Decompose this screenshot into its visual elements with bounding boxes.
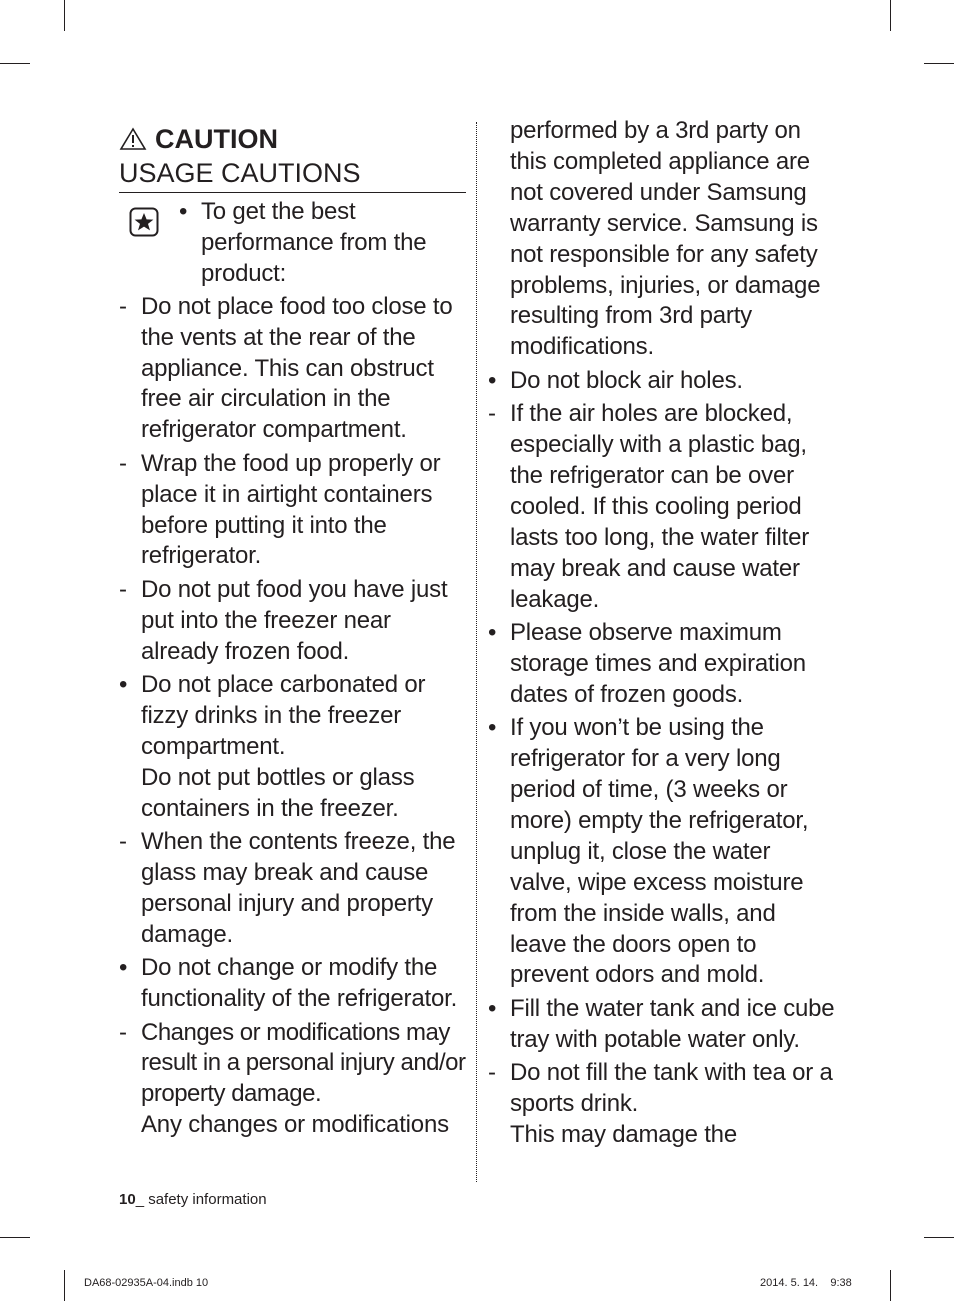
title-rule	[119, 192, 466, 193]
continuation-text: performed by a 3rd party on this completed appliance are not covered under Samsung warranty service. Samsung is not responsible for any safety problems, injuries, or damage resulting from 3rd party modifications.	[510, 117, 821, 361]
list-marker: •	[488, 619, 497, 646]
crop-mark	[924, 63, 954, 64]
caution-heading	[119, 122, 467, 156]
list-item	[119, 953, 467, 1015]
list-marker: •	[119, 954, 128, 982]
list-item	[119, 827, 467, 951]
list-marker: •	[488, 714, 497, 742]
list-item-text: If you won’t be using the refrigerator for a very long period of time, (3 weeks or more) empty the refrigerator, unplug it, close the water valve, wipe excess moisture from the inside walls, and leave the doors open to prevent odors and mold.	[510, 714, 809, 989]
crop-mark	[924, 1237, 954, 1238]
list-item	[488, 1058, 838, 1120]
crop-mark	[890, 1270, 891, 1301]
list-item-text: Changes or modifications may result in a personal injury and/or property damage.	[141, 1018, 466, 1108]
list-marker: -	[119, 292, 127, 320]
list-item-text: This may damage the	[510, 1121, 737, 1148]
list-item	[488, 994, 838, 1056]
list-item	[488, 399, 838, 615]
list-item	[488, 713, 838, 991]
intro-note	[119, 197, 467, 290]
list-item	[119, 449, 467, 573]
list-item-text: Do not place food too close to the vents at the rear of the appliance. This can obstruct free air circulation in the refrigerator compartment.	[141, 292, 453, 444]
left-column	[119, 122, 467, 1144]
caution-label: CAUTION	[155, 124, 278, 154]
page-footer	[119, 1191, 267, 1208]
crop-mark	[0, 63, 30, 64]
column-divider	[476, 122, 477, 1182]
crop-mark	[890, 0, 891, 31]
list-item	[488, 366, 838, 397]
star-note-icon	[129, 207, 159, 237]
page-number: 10	[119, 1191, 136, 1208]
list-item-text: Do not put bottles or glass containers in the freezer.	[141, 763, 415, 822]
list-item-text: Wrap the food up properly or place it in airtight containers before putting it into the refrigerator.	[141, 449, 441, 570]
list-item-text: Do not block air holes.	[510, 366, 743, 394]
list-marker: •	[488, 994, 497, 1022]
list-item-text: When the contents freeze, the glass may break and cause personal injury and property damage.	[141, 828, 456, 948]
right-column	[488, 116, 838, 1153]
list-marker: -	[119, 1018, 127, 1046]
list-item-text: Do not put food you have just put into the freezer near already frozen food.	[141, 575, 448, 665]
list-item	[119, 670, 467, 763]
warning-triangle-icon	[119, 127, 147, 151]
list-item-text: Fill the water tank and ice cube tray with potable water only.	[510, 994, 835, 1053]
section-title: USAGE CAUTIONS	[119, 158, 361, 188]
bullet-marker: •	[179, 198, 188, 225]
list-item-text: Any changes or modifications	[141, 1111, 449, 1139]
list-item	[119, 763, 467, 825]
list-item	[119, 1018, 467, 1111]
list-marker: •	[488, 366, 497, 394]
list-item	[119, 1110, 467, 1141]
list-item	[119, 292, 467, 447]
list-item-text: Do not fill the tank with tea or a sports drink.	[510, 1059, 833, 1118]
list-marker: -	[488, 400, 496, 428]
list-item-text: Please observe maximum storage times and expiration dates of frozen goods.	[510, 619, 806, 708]
list-item-text: Do not change or modify the functionality of the refrigerator.	[141, 954, 458, 1013]
list-item	[119, 575, 467, 668]
list-marker: -	[119, 575, 127, 603]
list-marker: -	[488, 1059, 496, 1087]
crop-mark	[64, 1270, 65, 1301]
crop-mark	[0, 1237, 30, 1238]
list-marker: -	[119, 828, 127, 856]
list-item	[488, 1120, 838, 1151]
crop-mark	[64, 0, 65, 31]
list-marker: •	[119, 671, 128, 699]
continuation-paragraph	[488, 116, 838, 363]
list-item-text: If the air holes are blocked, especially with a plastic bag, the refrigerator can be over cooled. If this cooling period lasts too long, the water filter may break and cause water leakage.	[510, 400, 810, 613]
footer-section: _ safety information	[135, 1191, 267, 1208]
list-item-text: Do not place carbonated or fizzy drinks in the freezer compartment.	[141, 671, 426, 760]
list-item	[488, 618, 838, 711]
print-slug-file: DA68-02935A-04.indb 10	[84, 1277, 209, 1289]
list-marker: -	[119, 449, 127, 477]
print-slug-date: 2014. 5. 14. 9:38	[760, 1277, 852, 1289]
intro-text: To get the best performance from the product:	[201, 198, 427, 287]
